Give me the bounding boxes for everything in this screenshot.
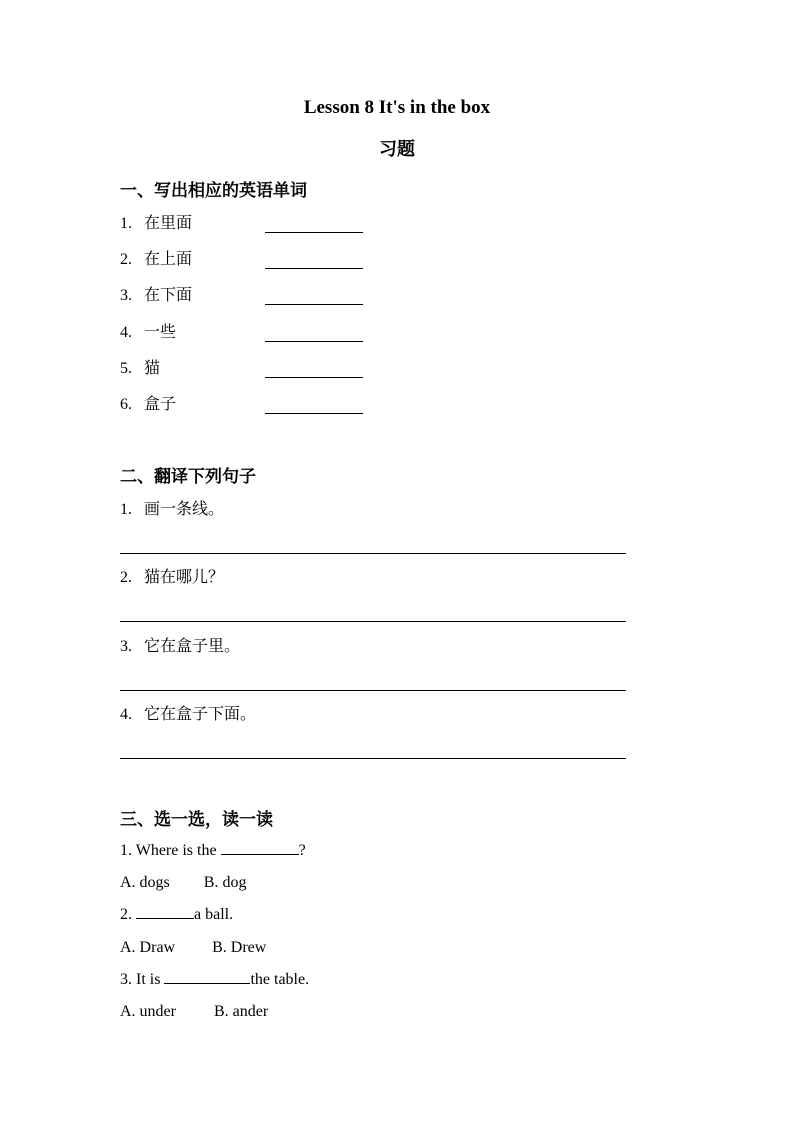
item-number: 4. bbox=[120, 706, 132, 723]
item-number: 5. bbox=[120, 360, 132, 377]
item-text: 猫 bbox=[144, 360, 161, 377]
option-b[interactable]: B. dog bbox=[203, 874, 247, 891]
answer-blank[interactable] bbox=[265, 341, 363, 342]
option-b[interactable]: B. Drew bbox=[212, 939, 267, 956]
section-3-heading: 三、选一选，读一读 bbox=[120, 810, 273, 829]
answer-line[interactable] bbox=[120, 621, 626, 622]
item-number: 6. bbox=[120, 396, 132, 413]
item-number: 2. bbox=[120, 569, 132, 586]
item-text: 猫在哪儿？ bbox=[144, 569, 225, 586]
list-item bbox=[120, 285, 192, 307]
item-text: 在下面 bbox=[144, 287, 193, 304]
item-text: 在上面 bbox=[144, 251, 193, 268]
item-text: 一些 bbox=[144, 324, 177, 341]
option-a[interactable]: A. Draw bbox=[120, 939, 176, 956]
question-text: 1. Where is the bbox=[120, 842, 221, 859]
option-b[interactable]: B. ander bbox=[213, 1003, 269, 1020]
answer-blank[interactable] bbox=[221, 840, 299, 855]
item-text: 它在盒子下面。 bbox=[144, 706, 257, 723]
section-2-heading: 二、翻译下列句子 bbox=[120, 467, 256, 486]
list-item bbox=[120, 213, 192, 235]
list-item bbox=[120, 249, 192, 271]
answer-blank[interactable] bbox=[265, 232, 363, 233]
item-text: 画一条线。 bbox=[144, 501, 225, 518]
answer-blank[interactable] bbox=[265, 268, 363, 269]
question-text-end: a ball. bbox=[194, 906, 234, 923]
question-text: 3. It is bbox=[120, 971, 165, 988]
item-text: 盒子 bbox=[144, 396, 177, 413]
item-number: 1. bbox=[120, 215, 132, 232]
question-3 bbox=[120, 969, 309, 991]
option-a[interactable]: A. dogs bbox=[120, 874, 170, 891]
page-title: Lesson 8 It's in the box bbox=[303, 97, 491, 118]
options-1 bbox=[120, 872, 246, 894]
answer-blank[interactable] bbox=[164, 969, 250, 984]
list-item bbox=[120, 499, 224, 521]
answer-blank[interactable] bbox=[265, 413, 363, 414]
list-item bbox=[120, 358, 160, 380]
options-3 bbox=[120, 1001, 268, 1023]
item-text: 在里面 bbox=[144, 215, 193, 232]
list-item bbox=[120, 394, 176, 416]
page-subtitle: 习题 bbox=[379, 139, 415, 159]
question-2 bbox=[120, 904, 233, 926]
item-text: 它在盒子里。 bbox=[144, 638, 241, 655]
option-a[interactable]: A. under bbox=[120, 1003, 176, 1020]
list-item bbox=[120, 636, 240, 658]
list-item bbox=[120, 567, 224, 589]
section-1-heading: 一、写出相应的英语单词 bbox=[120, 181, 307, 200]
answer-blank[interactable] bbox=[136, 904, 194, 919]
answer-blank[interactable] bbox=[265, 304, 363, 305]
answer-line[interactable] bbox=[120, 690, 626, 691]
item-number: 3. bbox=[120, 287, 132, 304]
question-1 bbox=[120, 840, 306, 862]
options-2 bbox=[120, 937, 266, 959]
question-text-end: ? bbox=[298, 842, 306, 859]
answer-blank[interactable] bbox=[265, 377, 363, 378]
item-number: 4. bbox=[120, 324, 132, 341]
item-number: 2. bbox=[120, 251, 132, 268]
question-text: 2. bbox=[120, 906, 136, 923]
list-item bbox=[120, 704, 256, 726]
list-item bbox=[120, 322, 176, 344]
item-number: 1. bbox=[120, 501, 132, 518]
item-number: 3. bbox=[120, 638, 132, 655]
answer-line[interactable] bbox=[120, 553, 626, 554]
question-text-end: the table. bbox=[250, 971, 310, 988]
answer-line[interactable] bbox=[120, 758, 626, 759]
